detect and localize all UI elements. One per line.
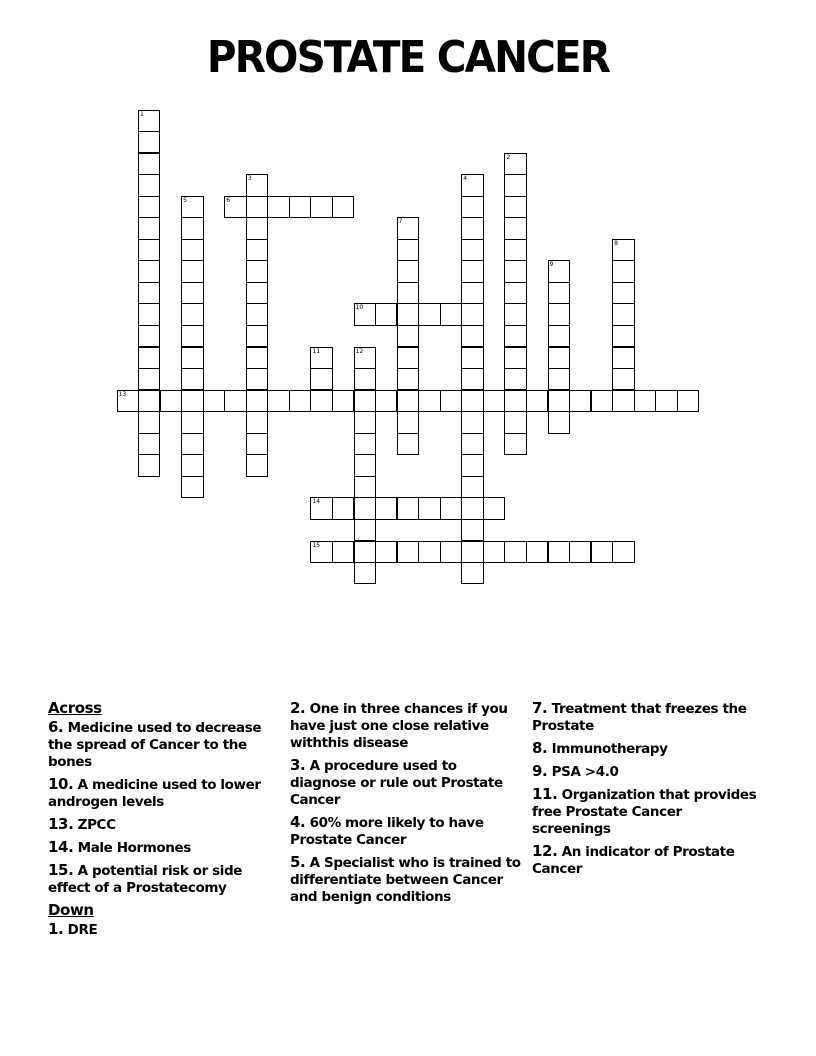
across-heading: Across (48, 699, 102, 717)
grid-cell[interactable] (504, 303, 526, 325)
grid-cell[interactable] (375, 390, 397, 412)
clue-text: An indicator of Prostate Cancer (532, 844, 735, 877)
grid-cell[interactable] (504, 433, 526, 455)
grid-cell[interactable] (354, 347, 376, 369)
grid-cell[interactable] (504, 217, 526, 239)
grid-cell[interactable] (354, 454, 376, 476)
grid-cell[interactable] (504, 174, 526, 196)
clue-label: 14. (48, 838, 74, 856)
grid-cell[interactable] (181, 325, 203, 347)
grid-cell[interactable] (397, 325, 419, 347)
clue-item (48, 816, 280, 834)
grid-cell[interactable] (138, 282, 160, 304)
clue-number: 4 (463, 175, 468, 183)
grid-cell[interactable] (612, 325, 634, 347)
grid-cell[interactable] (354, 519, 376, 541)
grid-cell[interactable] (483, 497, 505, 519)
grid-cell[interactable] (181, 476, 203, 498)
clue-text: One in three chances if you have just one close relative withthis disease (290, 701, 508, 751)
grid-cell[interactable] (397, 411, 419, 433)
grid-cell[interactable] (504, 541, 526, 563)
grid-cell[interactable] (461, 368, 483, 390)
clue-label: 8. (532, 739, 548, 757)
grid-cell[interactable] (138, 411, 160, 433)
grid-cell[interactable] (461, 541, 483, 563)
clue-text: 60% more likely to have Prostate Cancer (290, 815, 484, 848)
grid-cell[interactable] (591, 390, 613, 412)
clue-label: 9. (532, 762, 548, 780)
clue-text: Organization that provides free Prostate Cancer screenings (532, 787, 757, 837)
grid-cell[interactable] (612, 239, 634, 261)
page-title: PROSTATE CANCER (206, 32, 610, 83)
grid-cell[interactable] (569, 390, 591, 412)
grid-cell[interactable] (548, 368, 570, 390)
grid-cell[interactable] (418, 303, 440, 325)
clue-number: 15 (312, 541, 321, 549)
grid-cell[interactable] (440, 303, 462, 325)
grid-cell[interactable] (138, 131, 160, 153)
clue-number: 7 (398, 218, 403, 226)
grid-cell[interactable] (138, 433, 160, 455)
grid-cell[interactable] (138, 390, 160, 412)
grid-cell[interactable] (181, 196, 203, 218)
clue-text: DRE (63, 922, 98, 938)
grid-cell[interactable] (397, 347, 419, 369)
clue-label: 13. (48, 815, 74, 833)
grid-cell[interactable] (548, 347, 570, 369)
grid-cell[interactable] (138, 153, 160, 175)
grid-cell[interactable] (310, 196, 332, 218)
grid-cell[interactable] (246, 390, 268, 412)
grid-cell[interactable] (354, 390, 376, 412)
clue-number: 8 (614, 239, 618, 247)
grid-cell[interactable] (397, 239, 419, 261)
grid-cell[interactable] (224, 390, 246, 412)
grid-cell[interactable] (181, 239, 203, 261)
grid-cell[interactable] (310, 497, 332, 519)
clue-column-1 (48, 700, 280, 944)
grid-cell[interactable] (504, 325, 526, 347)
grid-cell[interactable] (504, 196, 526, 218)
grid-cell[interactable] (634, 390, 656, 412)
clue-text: A potential risk or side effect of a Prostatecomy (48, 863, 243, 896)
grid-cell[interactable] (246, 239, 268, 261)
grid-cell[interactable] (310, 368, 332, 390)
grid-cell[interactable] (375, 541, 397, 563)
clue-text: A Specialist who is trained to differentiate between Cancer and benign conditions (290, 855, 521, 905)
grid-cell[interactable] (483, 390, 505, 412)
grid-cell[interactable] (181, 282, 203, 304)
grid-cell[interactable] (354, 411, 376, 433)
grid-cell[interactable] (267, 196, 289, 218)
grid-cell[interactable] (310, 347, 332, 369)
grid-cell[interactable] (461, 282, 483, 304)
grid-cell[interactable] (117, 390, 139, 412)
grid-cell[interactable] (397, 433, 419, 455)
clue-item (48, 921, 280, 939)
grid-cell[interactable] (397, 368, 419, 390)
grid-cell[interactable] (461, 325, 483, 347)
clue-item (532, 740, 764, 758)
grid-cell[interactable] (354, 497, 376, 519)
grid-cell[interactable] (655, 390, 677, 412)
grid-cell[interactable] (548, 260, 570, 282)
grid-cell[interactable] (332, 541, 354, 563)
grid-cell[interactable] (375, 303, 397, 325)
grid-cell[interactable] (138, 368, 160, 390)
clue-number: 2 (506, 153, 511, 161)
grid-cell[interactable] (397, 217, 419, 239)
grid-cell[interactable] (461, 260, 483, 282)
grid-cell[interactable] (418, 390, 440, 412)
grid-cell[interactable] (181, 217, 203, 239)
clue-item (290, 814, 522, 849)
clue-text: A procedure used to diagnose or rule out Prostate Cancer (290, 758, 503, 808)
clue-item (532, 763, 764, 781)
grid-cell[interactable] (461, 217, 483, 239)
grid-cell[interactable] (569, 541, 591, 563)
grid-cell[interactable] (461, 411, 483, 433)
grid-cell[interactable] (246, 433, 268, 455)
grid-cell[interactable] (246, 325, 268, 347)
grid-cell[interactable] (246, 260, 268, 282)
grid-cell[interactable] (461, 454, 483, 476)
grid-cell[interactable] (526, 541, 548, 563)
grid-cell[interactable] (504, 368, 526, 390)
grid-cell[interactable] (397, 260, 419, 282)
grid-cell[interactable] (397, 282, 419, 304)
grid-cell[interactable] (397, 541, 419, 563)
clue-column-2 (290, 700, 522, 911)
grid-cell[interactable] (267, 390, 289, 412)
grid-cell[interactable] (504, 411, 526, 433)
clue-label: 12. (532, 842, 558, 860)
grid-cell[interactable] (461, 433, 483, 455)
grid-cell[interactable] (504, 390, 526, 412)
clue-label: 6. (48, 718, 64, 736)
clue-label: 5. (290, 853, 306, 871)
clue-item (48, 839, 280, 857)
grid-cell[interactable] (354, 303, 376, 325)
grid-cell[interactable] (138, 303, 160, 325)
grid-cell[interactable] (310, 541, 332, 563)
grid-cell[interactable] (224, 196, 246, 218)
grid-cell[interactable] (612, 303, 634, 325)
grid-cell[interactable] (181, 368, 203, 390)
grid-cell[interactable] (354, 562, 376, 584)
clue-text: PSA >4.0 (547, 764, 619, 780)
grid-cell[interactable] (332, 390, 354, 412)
grid-cell[interactable] (160, 390, 182, 412)
grid-cell[interactable] (138, 239, 160, 261)
grid-cell[interactable] (612, 347, 634, 369)
grid-cell[interactable] (181, 303, 203, 325)
grid-cell[interactable] (461, 476, 483, 498)
grid-cell[interactable] (504, 282, 526, 304)
clue-item (290, 757, 522, 809)
clue-number: 9 (549, 261, 554, 269)
clue-text: ZPCC (73, 817, 116, 833)
grid-cell[interactable] (181, 347, 203, 369)
down-heading: Down (48, 901, 94, 919)
grid-cell[interactable] (181, 260, 203, 282)
grid-cell[interactable] (612, 368, 634, 390)
grid-cell[interactable] (138, 454, 160, 476)
clue-item (48, 719, 280, 771)
clue-number: 13 (118, 390, 127, 398)
grid-cell[interactable] (310, 390, 332, 412)
grid-cell[interactable] (526, 390, 548, 412)
grid-cell[interactable] (440, 497, 462, 519)
grid-cell[interactable] (418, 541, 440, 563)
clue-number: 10 (355, 304, 364, 312)
grid-cell[interactable] (332, 196, 354, 218)
clue-item (290, 700, 522, 752)
grid-cell[interactable] (246, 217, 268, 239)
grid-cell[interactable] (354, 368, 376, 390)
clue-label: 2. (290, 699, 306, 717)
grid-cell[interactable] (612, 390, 634, 412)
grid-cell[interactable] (138, 347, 160, 369)
grid-cell[interactable] (440, 390, 462, 412)
clue-number: 12 (355, 347, 364, 355)
grid-cell[interactable] (246, 368, 268, 390)
grid-cell[interactable] (397, 497, 419, 519)
grid-cell[interactable] (246, 454, 268, 476)
clue-label: 7. (532, 699, 548, 717)
clue-label: 1. (48, 920, 64, 938)
grid-cell[interactable] (461, 390, 483, 412)
grid-cell[interactable] (246, 196, 268, 218)
clue-text: A medicine used to lower androgen levels (48, 777, 261, 810)
grid-cell[interactable] (461, 174, 483, 196)
grid-cell[interactable] (483, 541, 505, 563)
grid-cell[interactable] (612, 260, 634, 282)
grid-cell[interactable] (138, 217, 160, 239)
grid-cell[interactable] (504, 347, 526, 369)
clue-text: Immunotherapy (547, 741, 668, 757)
grid-cell[interactable] (354, 476, 376, 498)
grid-cell[interactable] (591, 541, 613, 563)
grid-cell[interactable] (548, 325, 570, 347)
grid-cell[interactable] (181, 454, 203, 476)
grid-cell[interactable] (375, 497, 397, 519)
clue-item (48, 862, 280, 897)
grid-cell[interactable] (397, 303, 419, 325)
grid-cell[interactable] (289, 390, 311, 412)
grid-cell[interactable] (246, 303, 268, 325)
grid-cell[interactable] (418, 497, 440, 519)
grid-cell[interactable] (289, 196, 311, 218)
clue-number: 6 (226, 196, 231, 204)
clue-number: 5 (183, 196, 187, 204)
clue-item (290, 854, 522, 906)
clue-label: 11. (532, 785, 558, 803)
grid-cell[interactable] (246, 411, 268, 433)
clue-label: 4. (290, 813, 306, 831)
grid-cell[interactable] (354, 433, 376, 455)
grid-cell[interactable] (504, 153, 526, 175)
grid-cell[interactable] (504, 239, 526, 261)
clue-item (532, 843, 764, 878)
grid-cell[interactable] (181, 390, 203, 412)
clue-item (532, 786, 764, 838)
clue-text: Treatment that freezes the Prostate (532, 701, 747, 734)
grid-cell[interactable] (677, 390, 699, 412)
grid-cell[interactable] (138, 196, 160, 218)
grid-cell[interactable] (548, 541, 570, 563)
grid-cell[interactable] (548, 282, 570, 304)
clue-label: 10. (48, 775, 74, 793)
grid-cell[interactable] (138, 260, 160, 282)
grid-cell[interactable] (612, 541, 634, 563)
grid-cell[interactable] (548, 411, 570, 433)
grid-cell[interactable] (440, 541, 462, 563)
grid-cell[interactable] (332, 497, 354, 519)
grid-cell[interactable] (461, 196, 483, 218)
grid-cell[interactable] (461, 347, 483, 369)
clue-label: 15. (48, 861, 74, 879)
grid-cell[interactable] (548, 390, 570, 412)
grid-cell[interactable] (461, 519, 483, 541)
clue-number: 1 (140, 110, 144, 118)
grid-cell[interactable] (461, 562, 483, 584)
clue-number: 3 (247, 175, 252, 183)
grid-cell[interactable] (246, 347, 268, 369)
grid-cell[interactable] (504, 260, 526, 282)
clue-text: Medicine used to decrease the spread of Cancer to the bones (48, 720, 262, 770)
grid-cell[interactable] (461, 303, 483, 325)
grid-cell[interactable] (397, 390, 419, 412)
grid-cell[interactable] (548, 303, 570, 325)
grid-cell[interactable] (612, 282, 634, 304)
grid-cell[interactable] (181, 433, 203, 455)
grid-cell[interactable] (138, 325, 160, 347)
grid-cell[interactable] (461, 239, 483, 261)
grid-cell[interactable] (354, 541, 376, 563)
grid-cell[interactable] (246, 174, 268, 196)
clue-item (48, 776, 280, 811)
clue-column-3 (532, 700, 764, 883)
grid-cell[interactable] (138, 110, 160, 132)
clue-item (532, 700, 764, 735)
clue-label: 3. (290, 756, 306, 774)
clue-text: Male Hormones (73, 840, 191, 856)
grid-cell[interactable] (181, 411, 203, 433)
clue-number: 14 (312, 498, 321, 506)
grid-cell[interactable] (246, 282, 268, 304)
grid-cell[interactable] (203, 390, 225, 412)
grid-cell[interactable] (461, 497, 483, 519)
clue-number: 11 (312, 347, 321, 355)
grid-cell[interactable] (138, 174, 160, 196)
